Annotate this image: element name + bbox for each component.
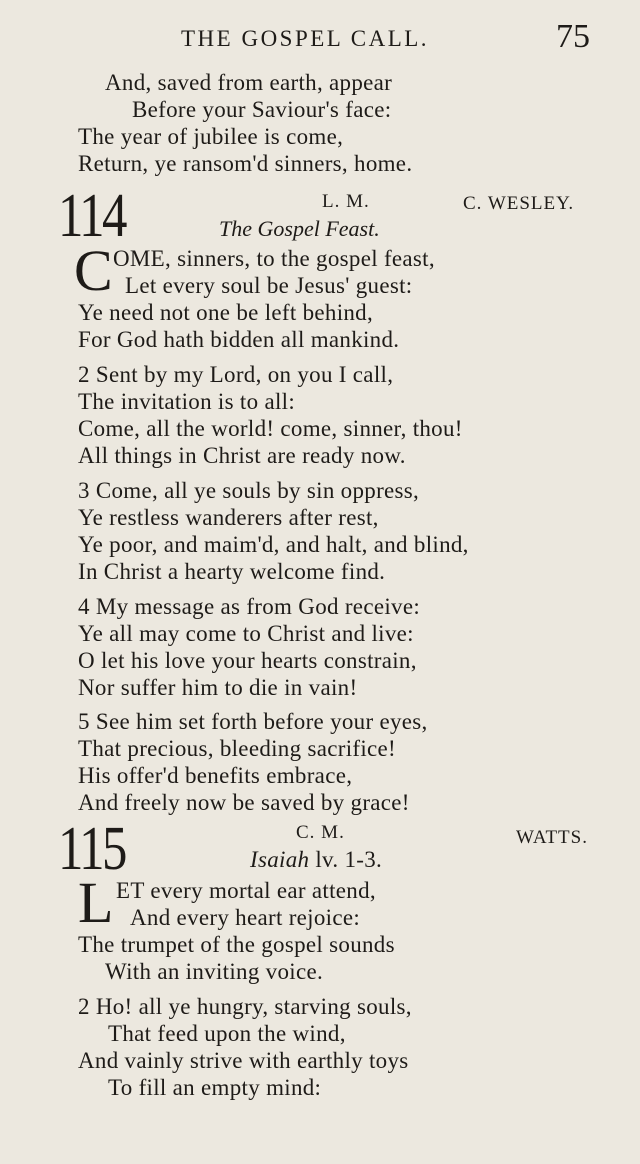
hymn-title: [250, 847, 382, 873]
hymn-line: 2 Sent by my Lord, on you I call,: [78, 362, 394, 387]
drop-cap: L: [78, 870, 114, 935]
hymn-line: The invitation is to all:: [78, 389, 296, 414]
hymn-author: WATTS.: [516, 827, 588, 848]
hymn-line: Nor suffer him to die in vain!: [78, 675, 358, 700]
hymn-line: His offer'd benefits embrace,: [78, 763, 353, 788]
hymn-line: In Christ a hearty welcome find.: [78, 559, 386, 584]
hymn-line: Ye need not one be left behind,: [78, 300, 374, 325]
hymn-line: Come, all the world! come, sinner, thou!: [78, 416, 463, 441]
hymn-line: All things in Christ are ready now.: [78, 443, 406, 468]
hymn-line: O let his love your hearts constrain,: [78, 648, 417, 673]
hymn-title-book: Isaiah: [250, 847, 310, 872]
hymn-line: ET every mortal ear attend,: [116, 878, 376, 903]
drop-cap: C: [74, 238, 113, 303]
hymn-title-reference: lv. 1-3.: [309, 847, 383, 872]
hymn-line: To fill an empty mind:: [108, 1075, 322, 1100]
page-header: [0, 18, 640, 58]
continuation-line: Before your Saviour's face:: [132, 97, 392, 122]
hymn-title: The Gospel Feast.: [219, 216, 380, 241]
hymn-line: And every heart rejoice:: [130, 905, 361, 930]
hymn-author: C. WESLEY.: [463, 193, 575, 214]
hymn-line: OME, sinners, to the gospel feast,: [113, 246, 435, 271]
running-title: THE GOSPEL CALL.: [181, 26, 430, 51]
hymn-line: Ye poor, and maim'd, and halt, and blind,: [78, 532, 469, 557]
hymn-line: Ye all may come to Christ and live:: [78, 621, 414, 646]
continuation-line: Return, ye ransom'd sinners, home.: [78, 151, 413, 176]
hymn-line: That precious, bleeding sacrifice!: [78, 736, 397, 761]
hymn-meter: L. M.: [322, 191, 370, 212]
page-number: 75: [556, 18, 590, 55]
continuation-line: The year of jubilee is come,: [78, 124, 344, 149]
hymn-number: 114: [58, 182, 125, 250]
hymn-line: And vainly strive with earthly toys: [78, 1048, 409, 1073]
hymn-line: Ye restless wanderers after rest,: [78, 505, 379, 530]
hymn-line: For God hath bidden all mankind.: [78, 327, 400, 352]
hymn-line: 5 See him set forth before your eyes,: [78, 709, 428, 734]
hymn-line: That feed upon the wind,: [108, 1021, 346, 1046]
hymn-line: Let every soul be Jesus' guest:: [125, 273, 413, 298]
hymn-line: The trumpet of the gospel sounds: [78, 932, 395, 957]
hymn-line: 2 Ho! all ye hungry, starving souls,: [78, 994, 412, 1019]
hymn-line: And freely now be saved by grace!: [78, 790, 410, 815]
hymn-line: With an inviting voice.: [105, 959, 324, 984]
hymn-line: 4 My message as from God receive:: [78, 594, 421, 619]
hymn-meter: C. M.: [296, 822, 345, 843]
hymn-number: 115: [58, 815, 125, 883]
continuation-line: And, saved from earth, appear: [105, 70, 393, 95]
hymn-line: 3 Come, all ye souls by sin oppress,: [78, 478, 420, 503]
